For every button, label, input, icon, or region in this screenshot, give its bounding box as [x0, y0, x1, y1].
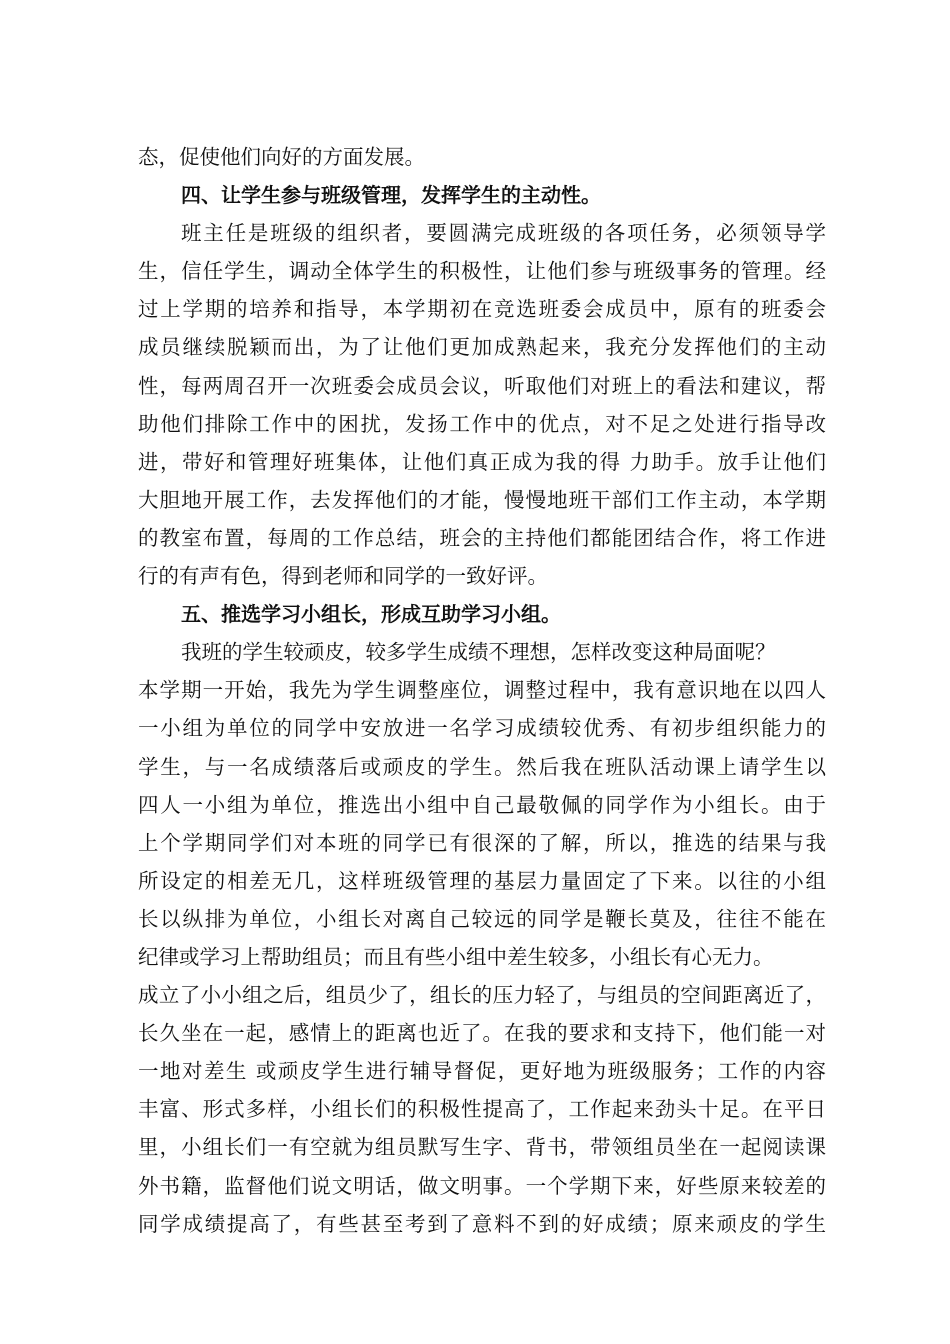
body-text-line: 纪律或学习上帮助组员；而且有些小组中差生较多，小组长有心无力。 [138, 944, 774, 969]
body-text-line: 我班的学生较顽皮，较多学生成绩不理想，怎样改变这种局面呢？ [181, 640, 776, 665]
body-text-line: 同学成绩提高了，有些甚至考到了意料不到的好成绩；原来顽皮的学生 [138, 1211, 826, 1236]
body-text-line: 外书籍，监督他们说文明话，做文明事。一个学期下来，好些原来较差的 [138, 1173, 826, 1198]
body-text-line: 里，小组长们一有空就为组员默写生字、背书，带领组员坐在一起阅读课 [138, 1135, 826, 1160]
body-text-line: 大胆地开展工作，去发挥他们的才能，慢慢地班干部们工作主动，本学期 [138, 487, 826, 512]
body-text-line: 本学期一开始，我先为学生调整座位，调整过程中，我有意识地在以四人 [138, 678, 826, 703]
body-text-line: 进，带好和管理好班集体，让他们真正成为我的得 力助手。放手让他们 [138, 449, 826, 474]
body-text-line: 上个学期同学们对本班的同学已有很深的了解，所以，推选的结果与我 [138, 830, 826, 855]
body-text-line: 成立了小小组之后，组员少了，组长的压力轻了，与组员的空间距离近了， [138, 983, 826, 1008]
body-text-line: 成员继续脱颖而出，为了让他们更加成熟起来，我充分发挥他们的主动 [138, 335, 826, 360]
body-text-line: 的教室布置，每周的工作总结，班会的主持他们都能团结合作，将工作进 [138, 525, 826, 550]
body-text-line: 长以纵排为单位，小组长对离自己较远的同学是鞭长莫及，往往不能在 [138, 906, 826, 931]
body-text-line: 性，每两周召开一次班委会成员会议，听取他们对班上的看法和建议，帮 [138, 373, 826, 398]
body-text-line: 过上学期的培养和指导，本学期初在竞选班委会成员中，原有的班委会 [138, 297, 826, 322]
body-text-line: 一小组为单位的同学中安放进一名学习成绩较优秀、有初步组织能力的 [138, 716, 826, 741]
body-text-line: 学生，与一名成绩落后或顽皮的学生。然后我在班队活动课上请学生以 [138, 754, 826, 779]
body-text-line: 班主任是班级的组织者，要圆满完成班级的各项任务，必须领导学 [181, 221, 826, 246]
body-text-line: 长久坐在一起，感情上的距离也近了。在我的要求和支持下，他们能一对 [138, 1021, 826, 1046]
body-text-line: 助他们排除工作中的困扰，发扬工作中的优点，对不足之处进行指导改 [138, 411, 826, 436]
body-text-line: 丰富、形式多样，小组长们的积极性提高了，工作起来劲头十足。在平日 [138, 1097, 826, 1122]
body-text-line: 态，促使他们向好的方面发展。 [138, 145, 425, 169]
section-heading: 五、推选学习小组长，形成互助学习小组。 [181, 602, 561, 627]
document-page [138, 138, 826, 1243]
body-text-line: 四人一小组为单位，推选出小组中自己最敬佩的同学作为小组长。由于 [138, 792, 826, 817]
section-heading: 四、让学生参与班级管理，发挥学生的主动性。 [181, 183, 601, 208]
body-text-line: 行的有声有色，得到老师和同学的一致好评。 [138, 564, 548, 589]
body-text-line: 生，信任学生，调动全体学生的积极性，让他们参与班级事务的管理。经 [138, 259, 826, 284]
body-text-line: 一地对差生 或顽皮学生进行辅导督促，更好地为班级服务；工作的内容 [138, 1059, 826, 1084]
body-text-line: 所设定的相差无几，这样班级管理的基层力量固定了下来。以往的小组 [138, 868, 826, 893]
